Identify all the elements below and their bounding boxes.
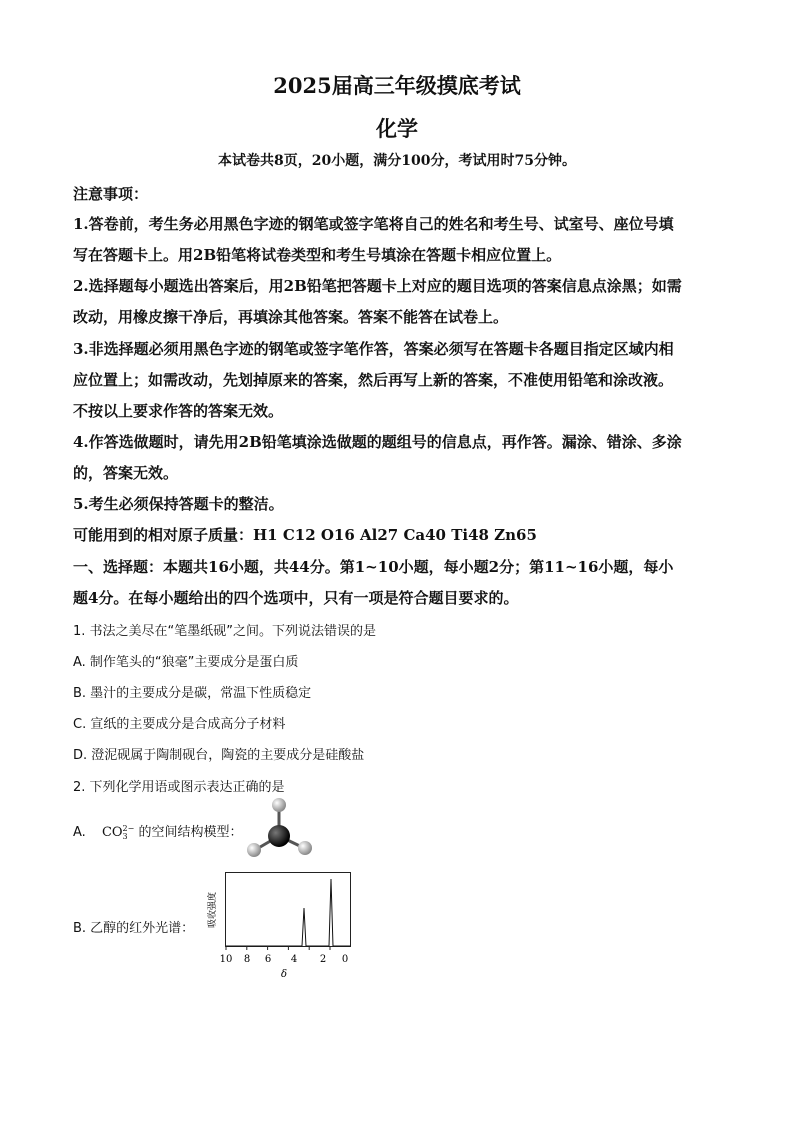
option-letter: A. [73, 825, 86, 840]
notice-text: 1.答卷前，考生务必用黑色字迹的钢笔或签字笔将自己的姓名和考生号、试室号、座位号填 [73, 215, 674, 233]
tick-label: 2 [319, 954, 327, 965]
notice-item5: 5.考生必须保持答题卡的整洁。 [73, 495, 284, 513]
tick-label: 6 [264, 954, 272, 965]
subject-title: 化学 [376, 116, 418, 141]
q2-option-b: B. 乙醇的红外光谱： [73, 921, 195, 936]
spectrum-line [226, 879, 350, 946]
central-atom [268, 825, 290, 847]
q1-option-a: A. 制作笔头的“狼毫”主要成分是蛋白质 [73, 655, 299, 670]
notice-item1-line2: 写在答题卡上。用2B铅笔将试卷类型和考生号填涂在答题卡相应位置上。 [73, 246, 562, 264]
option-a-text: 的空间结构模型： [138, 825, 243, 840]
notice-item4-line2: 的，答案无效。 [73, 464, 179, 482]
q1-option-b: B. 墨汁的主要成分是碳，常温下性质稳定 [73, 686, 312, 701]
molecule-model-image [240, 796, 320, 862]
notice-item1-line1 [73, 213, 723, 234]
outer-atom-top [272, 798, 286, 812]
exam-title: 2025届高三年级摸底考试 [273, 73, 521, 98]
section1-line1: 一、选择题：本题共16小题，共44分。第1~10小题，每小题2分；第11~16小题，每小 [73, 558, 674, 576]
formula-symbol: CO [101, 825, 123, 840]
atomic-mass-line: 可能用到的相对原子质量：H1 C12 O16 Al27 Ca40 Ti48 Zn65 [73, 526, 537, 544]
q2-option-a [73, 821, 243, 841]
carbonate-formula [102, 825, 134, 840]
notice-item2-line2: 改动，用橡皮擦干净后，再填涂其他答案。答案不能答在试卷上。 [73, 308, 509, 326]
tick-label: 8 [243, 954, 251, 965]
notice-item2-line1: 2.选择题每小题选出答案后，用2B铅笔把答题卡上对应的题目选项的答案信息点涂黑；如需 [73, 277, 682, 295]
q1-option-c: C. 宣纸的主要成分是合成高分子材料 [73, 717, 286, 732]
tick-label: 0 [341, 954, 349, 965]
notice-item3-line2: 应位置上；如需改动，先划掉原来的答案，然后再写上新的答案，不准使用铅笔和涂改液。 [73, 371, 674, 389]
outer-atom-left [247, 843, 261, 857]
formula-charge: 2− [122, 823, 135, 833]
notice-item4-line1: 4.作答选做题时，请先用2B铅笔填涂选做题的题组号的信息点，再作答。漏涂、错涂、多涂 [73, 433, 682, 451]
q1-stem: 1. 书法之美尽在“笔墨纸砚”之间。下列说法错误的是 [73, 624, 377, 639]
q2-stem: 2. 下列化学用语或图示表达正确的是 [73, 780, 285, 795]
exam-info: 本试卷共8页，20小题，满分100分，考试用时75分钟。 [218, 153, 576, 169]
spectrum-ylabel: 吸收强度 [208, 891, 218, 929]
outer-atom-right [298, 841, 312, 855]
ir-spectrum-image [205, 866, 355, 981]
spectrum-xlabel: δ [280, 969, 288, 980]
formula-subscript: 3 [122, 831, 128, 841]
notice-item3-line1: 3.非选择题必须用黑色字迹的钢笔或签字笔作答，答案必须写在答题卡各题目指定区域内相 [73, 340, 674, 358]
notice-item3-line3: 不按以上要求作答的答案无效。 [73, 402, 284, 420]
section1-line2: 题4分。在每小题给出的四个选项中，只有一项是符合题目要求的。 [73, 589, 519, 607]
q1-option-d: D. 澄泥砚属于陶制砚台，陶瓷的主要成分是硅酸盐 [73, 748, 365, 763]
tick-label: 4 [290, 954, 298, 965]
notice-heading: 注意事项： [73, 185, 149, 203]
tick-label: 10 [219, 954, 233, 965]
